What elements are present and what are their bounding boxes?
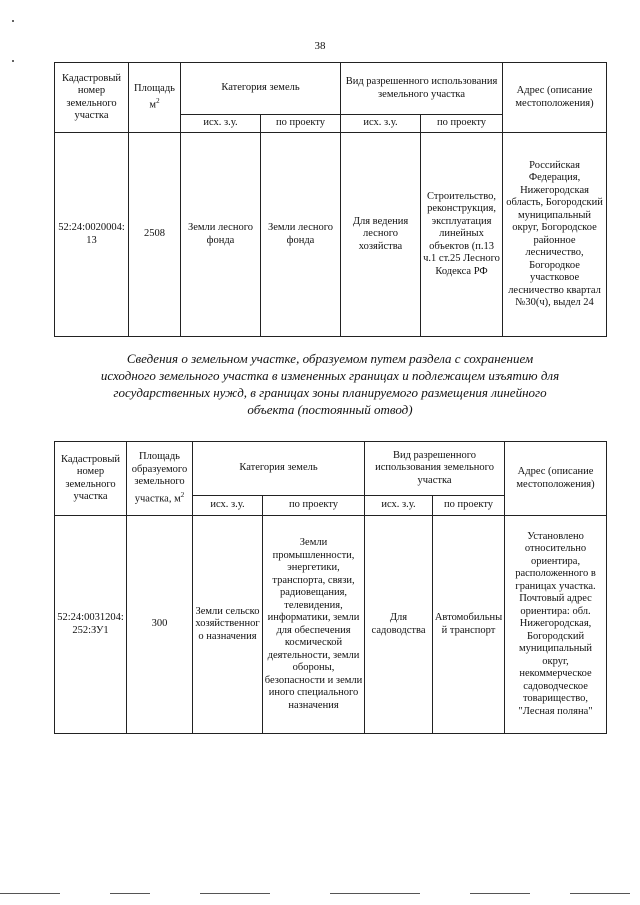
header-area: Площадь $м^2$ [129,63,181,133]
scan-edge-line [570,893,630,894]
header-use-orig: исх. з.у. [365,496,433,516]
cell-category-orig: Земли лесного фонда [181,133,261,337]
header-use-orig: исх. з.у. [341,115,421,133]
scan-edge-line [470,893,530,894]
header-category-orig: исх. з.у. [181,115,261,133]
cell-cadastral: 52:24:0020004:13 [55,133,129,337]
header-permitted-use: Вид разрешенного использования земельного участка [341,63,503,115]
header-area: Площадь образуемого земельного участка, $м^2$ [127,442,193,516]
header-address: Адрес (описание местоположения) [505,442,607,516]
scan-edge-line [200,893,270,894]
header-category: Категория земель [193,442,365,496]
cell-use-project: Автомобильный транспорт [433,516,505,734]
table-row [55,133,607,337]
header-cadastral: Кадастровый номер земельного участка [55,442,127,516]
cell-category-orig: Земли сельскохозяйственного назначения [193,516,263,734]
header-use-project: по проекту [421,115,503,133]
table-row [55,516,607,734]
cell-category-project: Земли лесного фонда [261,133,341,337]
header-cadastral: Кадастровый номер земельного участка [55,63,129,133]
scan-dot [12,60,14,62]
land-plot-table-1 [54,62,607,337]
cell-address: Российская Федерация, Нижегородская область, Богородский муниципальный округ, Богородское районное лесничество, Богородкое участковое лесничество квартал №30(ч), выдел 24 [503,133,607,337]
scan-dot [12,20,14,22]
scan-edge-line [330,893,420,894]
cell-use-project: Строительство, реконструкция, эксплуатация линейных объектов (п.13 ч.1 ст.25 Лесного Кодекса РФ [421,133,503,337]
cell-category-project: Земли промышленности, энергетики, транспорта, связи, радиовещания, телевидения, информатики, земли для обеспечения космической деятельности, земли обороны, безопасности и земли иного специального назначения [263,516,365,734]
page-number: 38 [314,40,326,52]
cell-area: 2508 [129,133,181,337]
header-permitted-use: Вид разрешенного использования земельного участка [365,442,505,496]
header-category-orig: исх. з.у. [193,496,263,516]
scan-edge-line [110,893,150,894]
header-category: Категория земель [181,63,341,115]
cell-address: Установлено относительно ориентира, расположенного в границах участка. Почтовый адрес ориентира: обл. Нижегородская, Богородский муниципальный округ, некоммерческое садоводческое товарищество, "Лесная поляна" [505,516,607,734]
cell-use-orig: Для ведения лесного хозяйства [341,133,421,337]
section-heading: Сведения о земельном участке, образуемом путем раздела с сохранением исходного земельного участка в измененных границах и подлежащем изъятию для государственных нужд, в границах зоны планируемого размещения линейного объекта (постоянный отвод) [100,351,560,417]
land-plot-table-2 [54,441,607,734]
scan-edge-line [0,893,60,894]
header-category-project: по проекту [261,115,341,133]
cell-area: 300 [127,516,193,734]
header-category-project: по проекту [263,496,365,516]
cell-use-orig: Для садоводства [365,516,433,734]
header-address: Адрес (описание местоположения) [503,63,607,133]
header-use-project: по проекту [433,496,505,516]
cell-cadastral: 52:24:0031204:252:ЗУ1 [55,516,127,734]
